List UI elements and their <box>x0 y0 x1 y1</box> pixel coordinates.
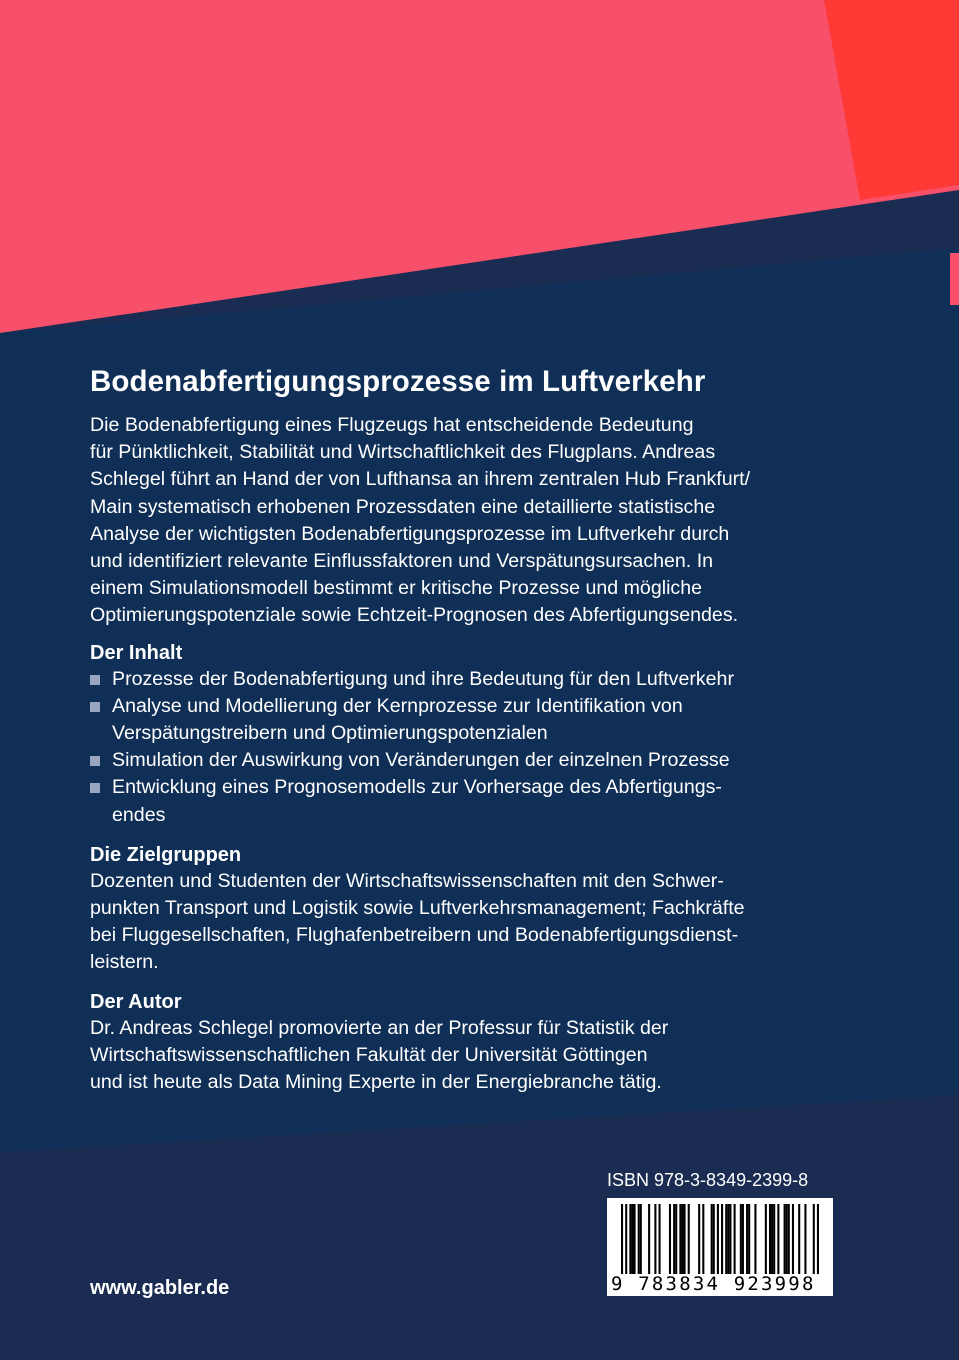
barcode-bar <box>777 1204 779 1276</box>
barcode-bar <box>792 1204 794 1276</box>
zielgruppen-paragraph <box>90 868 860 977</box>
barcode-bar <box>786 1204 788 1276</box>
square-bullet-icon <box>90 783 100 793</box>
barcode-bar <box>765 1204 767 1276</box>
section-heading-zielgruppen: Die Zielgruppen <box>90 843 242 866</box>
autor-line: Wirtschaftswissenschaftlichen Fakultät der Universität Göttingen <box>90 1043 648 1066</box>
barcode-bar <box>698 1204 700 1276</box>
intro-line: Schlegel führt an Hand der von Lufthansa an ihrem zentralen Hub Frankfurt/ <box>90 468 751 491</box>
barcode-bar <box>798 1204 800 1276</box>
square-bullet-icon <box>90 756 100 766</box>
intro-line: Main systematisch erhobenen Prozessdaten eine detaillierte statistische <box>90 495 716 518</box>
barcode-bar <box>713 1204 715 1276</box>
section-autor <box>90 989 860 1097</box>
zielgruppen-line: leistern. <box>90 951 159 974</box>
intro-line: Analyse der wichtigsten Bodenabfertigungsprozesse im Luftverkehr durch <box>90 522 730 545</box>
zielgruppen-line: bei Fluggesellschaften, Flughafenbetreibern und Bodenabfertigungsdienst- <box>90 924 739 947</box>
list-item-line: Prozesse der Bodenabfertigung und ihre Bedeutung für den Luftverkehr <box>112 667 734 690</box>
list-item <box>90 774 860 828</box>
intro-paragraph <box>90 412 860 630</box>
barcode-bar <box>769 1204 771 1276</box>
barcode-bar <box>727 1204 729 1276</box>
barcode-bar <box>684 1204 686 1276</box>
barcode-bar <box>748 1204 750 1276</box>
isbn-label: ISBN 978-3-8349-2399-8 <box>607 1170 809 1190</box>
barcode-bar <box>640 1204 642 1276</box>
autor-line: und ist heute als Data Mining Experte in der Energiebranche tätig. <box>90 1071 662 1094</box>
square-bullet-icon <box>90 675 100 685</box>
intro-line: für Pünktlichkeit, Stabilität und Wirtschaftlichkeit des Flugplans. Andreas <box>90 441 716 464</box>
barcode-digits: 9 783834 923998 <box>611 1274 829 1294</box>
inhalt-list <box>90 666 860 829</box>
section-heading-inhalt: Der Inhalt <box>90 641 183 664</box>
barcode-bar <box>746 1204 748 1276</box>
intro-line: und identifiziert relevante Einflussfaktoren und Verspätungsursachen. In <box>90 550 714 573</box>
list-item-line: Entwicklung eines Prognosemodells zur Vorhersage des Abfertigungs- <box>112 776 722 799</box>
square-bullet-icon <box>90 702 100 712</box>
section-zielgruppen <box>90 842 860 977</box>
barcode-bar <box>729 1204 731 1276</box>
section-inhalt <box>90 640 860 829</box>
barcode-bar <box>734 1204 736 1276</box>
barcode-bar <box>634 1204 636 1276</box>
barcode-bar <box>654 1204 656 1276</box>
barcode-bar <box>788 1204 790 1276</box>
pink-edge-mark <box>950 253 959 305</box>
intro-line: Optimierungspotenziale sowie Echtzeit-Prognosen des Abfertigungsendes. <box>90 604 739 627</box>
barcode-bar <box>659 1204 661 1276</box>
list-item-line: Simulation der Auswirkung von Veränderungen der einzelnen Prozesse <box>112 749 730 772</box>
list-item-line: Analyse und Modellierung der Kernprozesse zur Identifikation von <box>112 694 683 717</box>
barcode-bar <box>679 1204 681 1276</box>
section-heading-autor: Der Autor <box>90 990 182 1013</box>
publisher-website: www.gabler.de <box>90 1277 230 1299</box>
intro-line: einem Simulationsmodell bestimmt er kritische Prozesse und mögliche <box>90 577 703 600</box>
list-item <box>90 666 860 693</box>
barcode-bar <box>629 1204 631 1276</box>
list-item <box>90 693 860 747</box>
barcode-bar <box>673 1204 675 1276</box>
zielgruppen-line: punkten Transport und Logistik sowie Luftverkehrsmanagement; Fachkräfte <box>90 897 745 920</box>
barcode-bar <box>773 1204 775 1276</box>
barcode-bar <box>669 1204 671 1276</box>
barcode-bar <box>771 1204 773 1276</box>
barcode <box>607 1198 833 1296</box>
barcode-bar <box>711 1204 713 1276</box>
list-item <box>90 747 860 774</box>
list-item-line: endes <box>112 803 166 826</box>
barcode-bar <box>688 1204 690 1276</box>
zielgruppen-line: Dozenten und Studenten der Wirtschaftswissenschaften mit den Schwer- <box>90 869 724 892</box>
barcode-bar <box>725 1204 727 1276</box>
book-title: Bodenabfertigungsprozesse im Luftverkehr <box>90 365 706 398</box>
barcode-bar <box>681 1204 683 1276</box>
barcode-bar <box>675 1204 677 1276</box>
barcode-bar <box>742 1204 744 1276</box>
barcode-bar <box>740 1204 742 1276</box>
back-cover-text <box>90 362 860 1096</box>
barcode-bar <box>638 1204 640 1276</box>
barcode-bar <box>784 1204 786 1276</box>
intro-line: Die Bodenabfertigung eines Flugzeugs hat entscheidende Bedeutung <box>90 414 694 436</box>
barcode-bar <box>648 1204 650 1276</box>
barcode-bar <box>754 1204 756 1276</box>
autor-paragraph <box>90 1015 860 1097</box>
autor-line: Dr. Andreas Schlegel promovierte an der Professur für Statistik der <box>90 1016 669 1039</box>
barcode-bar <box>702 1204 704 1276</box>
list-item-line: Verspätungstreibern und Optimierungspotenzialen <box>112 722 548 745</box>
barcode-bar <box>631 1204 633 1276</box>
barcode-bar <box>804 1204 806 1276</box>
